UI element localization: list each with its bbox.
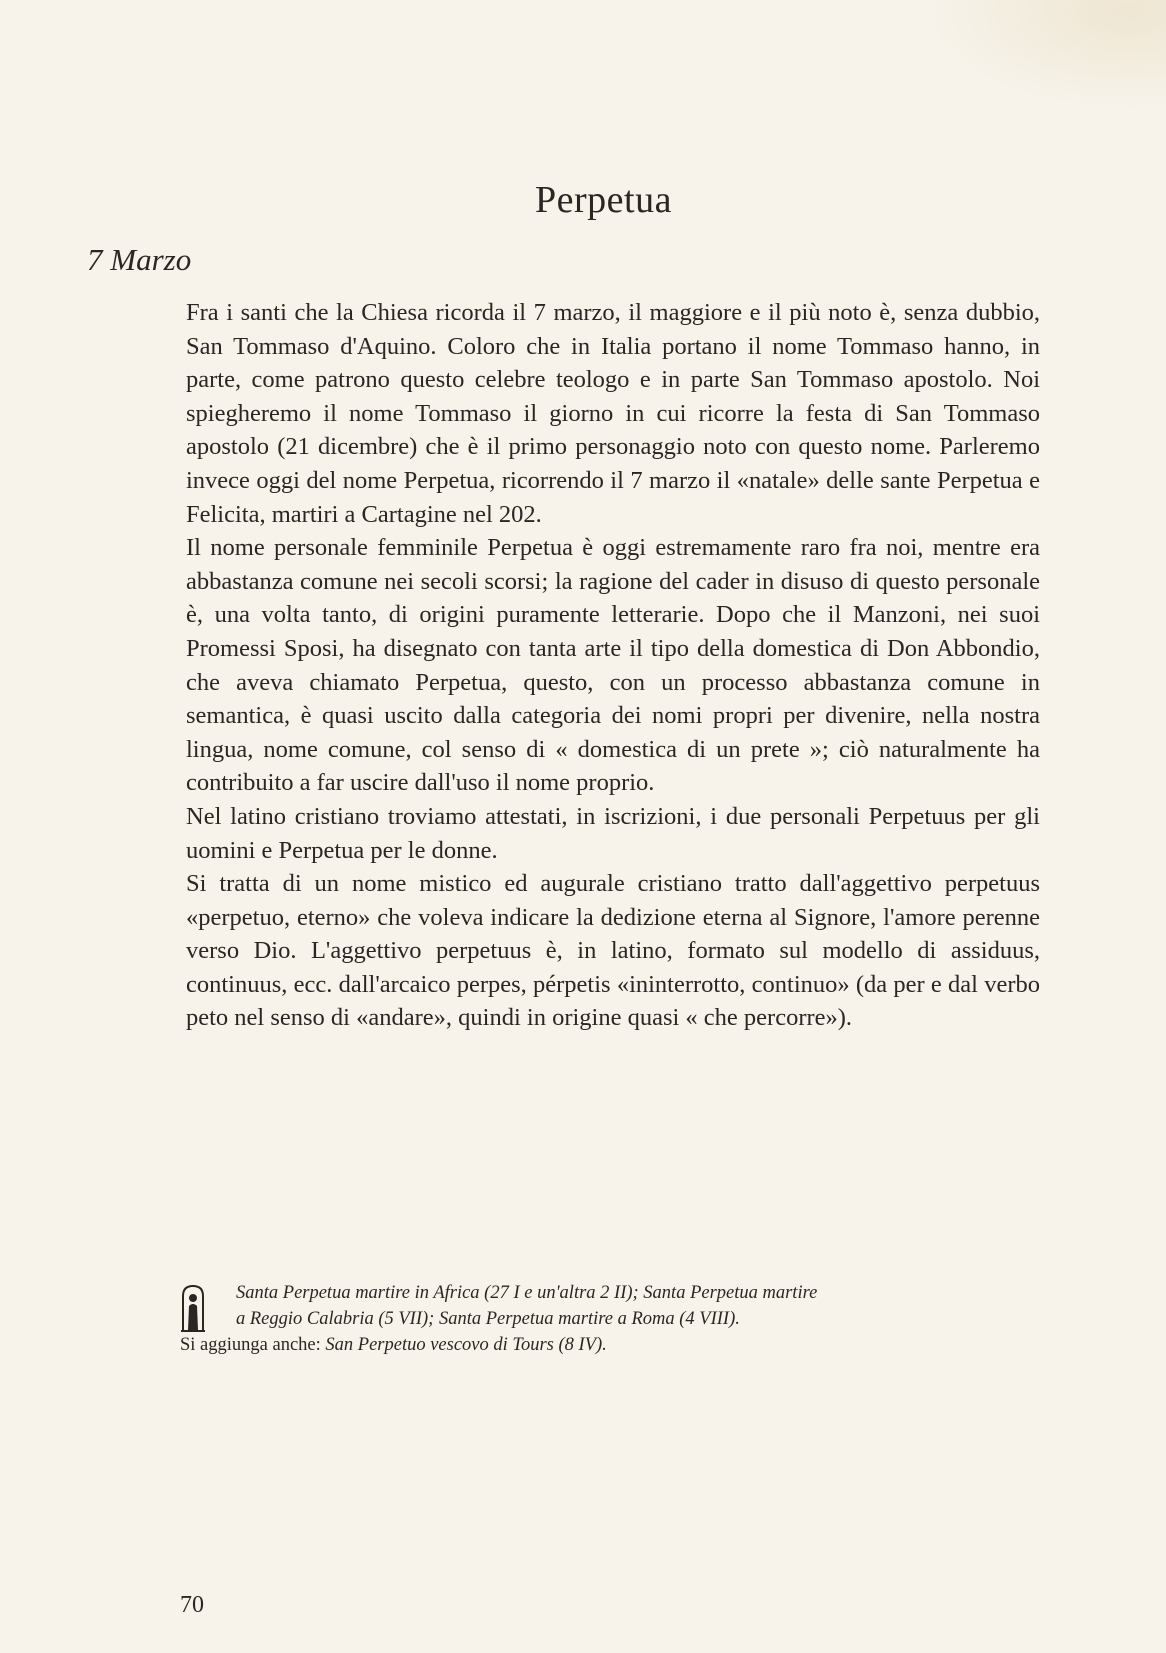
page-title: Perpetua — [535, 179, 672, 221]
paragraph-1: Fra i santi che la Chiesa ricorda il 7 marzo, il maggiore e il più noto è, senza dubbio, San Tommaso d'Aquino. Coloro che in Italia portano il nome Tommaso hanno, in parte, come patrono questo celebre teologo e in parte San Tommaso apostolo. Noi spiegheremo il nome Tommaso il giorno in cui ricorre la festa di San Tommaso apostolo (21 dicembre) che è il primo personaggio noto con questo nome. Parleremo invece oggi del nome Perpetua, ricorrendo il 7 marzo il «natale» delle sante Perpetua e Felicita, martiri a Cartagine nel 202. — [186, 299, 1040, 528]
paragraph-3: Nel latino cristiano troviamo attestati, in iscrizioni, i due personali Perpetuus per gli uomini e Perpetua per le donne. — [186, 802, 1040, 864]
saint-figure-icon — [180, 1284, 206, 1332]
page-number: 70 — [180, 1592, 204, 1618]
note-line-2: a Reggio Calabria (5 VII); Santa Perpetua martire a Roma (4 VIII). — [236, 1309, 740, 1329]
feast-date: 7 Marzo — [87, 242, 192, 277]
page-stain — [926, 0, 1166, 110]
note-line-3 — [180, 1332, 1060, 1358]
paragraph-4: Si tratta di un nome mistico ed augurale cristiano tratto dall'aggettivo perpetuus «perpetuo, eterno» che voleva indicare la dedizione eterna al Signore, l'amore perenne verso Dio. L'aggettivo perpetuus è, in latino, formato sul modello di assiduus, continuus, ecc. dall'arcaico perpes, pérpetis «ininterrotto, continuo» (da per e dal verbo peto nel senso di «andare», quindi in origine quasi « che percorre»). — [186, 870, 1040, 1032]
note-line-3-prefix: Si aggiunga anche: — [180, 1335, 321, 1355]
paragraph-2: Il nome personale femminile Perpetua è oggi estremamente raro fra noi, mentre era abbastanza comune nei secoli scorsi; la ragione del cader in disuso di questo personale è, una volta tanto, di origini puramente letterarie. Dopo che il Manzoni, nei suoi Promessi Sposi, ha disegnato con tanta arte il tipo della domestica di Don Abbondio, che aveva chiamato Perpetua, questo, con un processo abbastanza comune in semantica, è quasi uscito dalla categoria dei nomi propri per divenire, nella nostra lingua, nome comune, col senso di « domestica di un prete »; ciò naturalmente ha contribuito a far uscire dall'uso il nome proprio. — [186, 534, 1040, 797]
note-line-1 — [180, 1280, 1060, 1306]
note-line-3-rest: San Perpetuo vescovo di Tours (8 IV). — [325, 1335, 607, 1355]
saints-notes — [180, 1280, 1060, 1358]
note-line-1-text: Santa Perpetua martire in Africa (27 I e un'altra 2 II); Santa Perpetua martire — [236, 1283, 818, 1303]
body-text — [186, 296, 1040, 1035]
